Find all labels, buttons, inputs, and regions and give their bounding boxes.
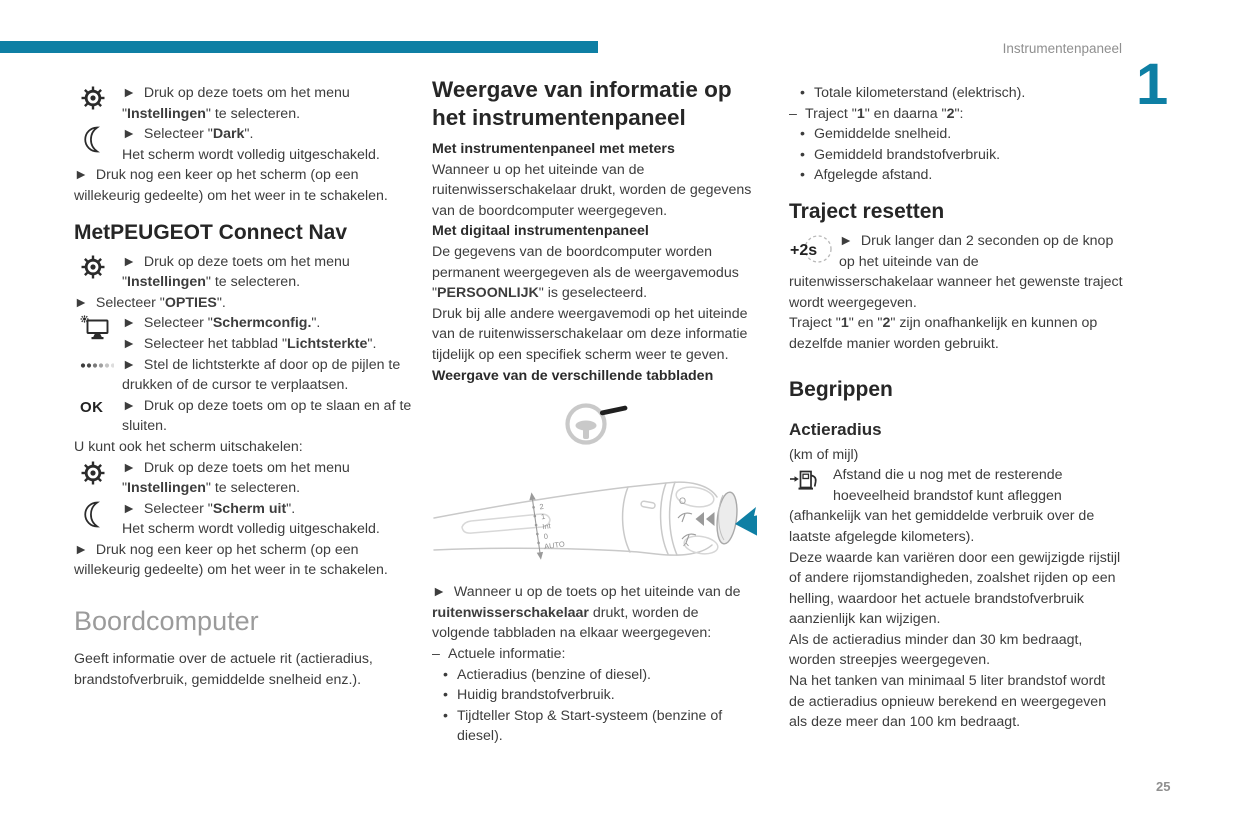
instruction-text: ► Selecteer het tabblad "Lichtsterkte". (122, 335, 377, 352)
list-item: • Tijdteller Stop & Start-systeem (benzine of diesel). (443, 706, 757, 747)
instruction-text: ► Stel de lichtsterkte af door op de pijlen te drukken of de cursor te verplaatsen. (122, 356, 401, 394)
dash-marker: – (789, 105, 797, 122)
stalk-label-int: Int (541, 521, 552, 532)
chevron-left-icon (696, 512, 705, 526)
instruction-screen-off (74, 499, 412, 540)
list-item: • Totale kilometerstand (elektrisch). (800, 83, 1123, 104)
settings-gear-icon (74, 83, 122, 124)
list-item: • Gemiddeld brandstofverbruik. (800, 145, 1123, 166)
list-item: • Huidig brandstofverbruik. (443, 685, 757, 706)
paragraph: ► Druk nog een keer op het scherm (op een willekeurig gedeelte) om het weer in te schakelen. (74, 541, 388, 579)
instruction-note: Het scherm wordt volledig uitgeschakeld. (122, 146, 380, 163)
instruction-screen-config (74, 313, 412, 354)
bullet-marker: • (800, 126, 805, 143)
stalk-lever (599, 405, 627, 416)
dash-marker: – (432, 645, 440, 662)
steering-wheel-icon (559, 398, 631, 450)
paragraph: Geeft informatie over de actuele rit (actieradius, brandstofverbruik, gemiddelde snelheid enz.). (74, 651, 373, 688)
bullet-marker: • (800, 146, 805, 163)
list-item: – Traject "1" en daarna "2": (789, 104, 1123, 125)
bullet-marker: • (443, 687, 448, 704)
section-heading-traject-resetten: Traject resetten (789, 199, 945, 223)
paragraph: ► Wanneer u op de toets op het uiteinde van de ruitenwisserschakelaar drukt, worden de volgende tabbladen na elkaar weergegeven: (432, 584, 741, 642)
chapter-number: 1 (1136, 52, 1169, 117)
paragraph: Traject "1" en "2" zijn onafhankelijk en kunnen op dezelfde manier worden gebruikt. (789, 315, 1098, 352)
instruction-text: ► Druk op deze toets om het menu "Instellingen" te selecteren. (122, 253, 350, 291)
column-left (74, 83, 412, 690)
instruction-text-group (122, 313, 412, 354)
moon-icon (74, 124, 122, 165)
instruction-text: ► Selecteer "Dark". (122, 126, 254, 143)
stalk-collar-label: O (679, 496, 687, 507)
reset-instruction: +2s ► Druk langer dan 2 seconden op de knop op het uiteinde van de ruitenwisserschakelaar wanneer het gewenste traject wordt weergegeven. (789, 232, 1123, 311)
paragraph: U kunt ook het scherm uitschakelen: (74, 438, 303, 455)
list-item: • Gemiddelde snelheid. (800, 124, 1123, 145)
instruction-text: ► Druk op deze toets om het menu "Instellingen" te selecteren. (122, 85, 350, 122)
moon-icon (74, 499, 122, 540)
settings-gear-icon (74, 252, 122, 293)
instruction-text: ► Selecteer "OPTIES". (74, 294, 226, 311)
subheading: Met digitaal instrumentenpaneel (432, 223, 649, 240)
list-item: • Actieradius (benzine of diesel). (443, 665, 757, 686)
wiper-stalk-drawing (432, 452, 757, 574)
fuel-pump-icon (789, 465, 833, 493)
pointer-arrow (735, 507, 757, 537)
paragraph: ► Druk nog een keer op het scherm (op een willekeurig gedeelte) om het weer in te schakelen. (74, 167, 388, 204)
section-heading-begrippen: Begrippen (789, 377, 893, 401)
stalk-label-0: 0 (543, 531, 549, 542)
paragraph: (km of mijl) (789, 446, 859, 463)
running-header: Instrumentenpaneel (1002, 41, 1122, 56)
instruction-text: ► Selecteer "Scherm uit". (122, 500, 296, 517)
paragraph: Druk bij alle andere weergavemodi op het uiteinde van de ruitenwisserschakelaar om deze informatie tijdelijk op een specifiek scherm weer te geven. (432, 305, 748, 363)
subheading: Weergave van de verschillende tabbladen (432, 367, 714, 384)
paragraph: Wanneer u op het uiteinde van de ruitenwisserschakelaar drukt, worden de gegevens van de boordcomputer weergegeven. (432, 161, 752, 219)
section-heading-boordcomputer: Boordcomputer (74, 606, 259, 637)
screen-brightness-icon (74, 313, 122, 354)
page-title: Weergave van informatie op het instrumentenpaneel (432, 77, 732, 130)
press-2s-label: +2s (790, 241, 818, 259)
instruction-brightness-adjust (74, 355, 412, 396)
ok-button-icon (74, 396, 122, 437)
instruction-save-exit (74, 396, 412, 437)
cursor-dots-icon (74, 355, 122, 396)
instruction-settings-menu-3 (74, 458, 412, 499)
stalk-label-1: 1 (540, 511, 546, 522)
page-number: 25 (1156, 779, 1171, 794)
list-item: • Afgelegde afstand. (800, 165, 1123, 186)
instruction-text: ► Druk op deze toets om het menu "Instellingen" te selecteren. (122, 459, 350, 497)
subheading-actieradius: Actieradius (789, 419, 882, 439)
instruction-text-group (122, 124, 412, 165)
actieradius-definition: Afstand die u nog met de resterende hoeveelheid brandstof kunt afleggen (afhankelijk van het gemiddelde verbruik over de laatste afgelegde kilometers). (789, 467, 1095, 545)
bullet-marker: • (443, 666, 448, 683)
header-accent-bar (0, 41, 598, 53)
paragraph: Als de actieradius minder dan 30 km bedraagt, worden streepjes weergegeven. (789, 631, 1083, 669)
stalk-label-2: 2 (538, 502, 545, 512)
instruction-text: ► Druk op deze toets om op te slaan en af te sluiten. (122, 397, 412, 435)
list-item: – Actuele informatie: (432, 644, 757, 665)
bullet-marker: • (443, 707, 448, 724)
settings-gear-icon (74, 458, 122, 499)
instruction-dark-mode (74, 124, 412, 165)
paragraph: Deze waarde kan variëren door een gewijzigde rijstijl of andere rijomstandigheden, zoalshet rijden op een helling, waardoor het actuele brandstofverbruik aanzienlijk kan wijzigen. (789, 549, 1121, 628)
column-right (789, 83, 1123, 733)
instruction-text: ► Selecteer "Schermconfig.". (122, 315, 321, 332)
instruction-settings-menu-2 (74, 252, 412, 293)
subheading: Met instrumentenpaneel met meters (432, 141, 675, 157)
bullet-marker: • (800, 85, 805, 101)
paragraph: De gegevens van de boordcomputer worden permanent weergegeven als de weergavemodus "PERSOONLIJK" is geselecteerd. (432, 243, 739, 302)
stalk-label-auto: AUTO (543, 539, 566, 552)
instruction-settings-menu-1 (74, 83, 412, 124)
bullet-marker: • (800, 167, 805, 184)
column-middle (432, 76, 757, 747)
wiper-symbols (678, 513, 696, 546)
chevron-left-icon (706, 512, 715, 526)
press-2s-icon (789, 231, 839, 265)
stalk-scale (528, 489, 566, 560)
ok-label: OK (80, 398, 104, 416)
instruction-note: Het scherm wordt volledig uitgeschakeld. (122, 521, 380, 538)
instruction-text-group (122, 499, 412, 540)
section-heading-connect-nav: MetPEUGEOT Connect Nav (74, 220, 348, 244)
paragraph: Na het tanken van minimaal 5 liter brandstof wordt de actieradius opnieuw berekend en weergegeven als deze meer dan 100 km bedraagt. (789, 673, 1107, 731)
wiper-stalk-illustration (432, 398, 757, 574)
